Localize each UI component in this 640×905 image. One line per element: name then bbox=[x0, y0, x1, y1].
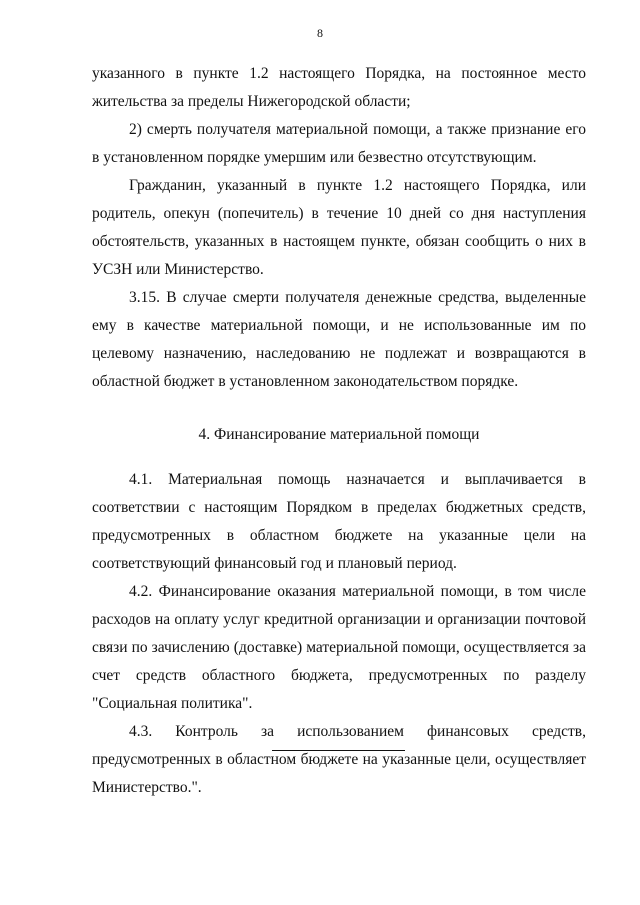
paragraph-residence-continuation: указанного в пункте 1.2 настоящего Порядка, на постоянное место жительства за пределы Нижегородской области; bbox=[92, 65, 586, 110]
document-body bbox=[92, 60, 586, 802]
paragraph-4-3: 4.3. Контроль за использованием финансовых средств, предусмотренных в областном бюджете на указанные цели, осуществляет Министерство.". bbox=[92, 723, 586, 796]
paragraph-death-of-recipient: 2) смерть получателя материальной помощи, а также признание его в установленном порядке умершим или безвестно отсутствующим. bbox=[92, 121, 586, 166]
paragraph-4-2: 4.2. Финансирование оказания материальной помощи, в том числе расходов на оплату услуг кредитной организации и организации почтовой связи по зачислению (доставке) материальной помощи, осуществляется за счет средств областного бюджета, предусмотренных по разделу "Социальная политика". bbox=[92, 583, 586, 712]
page-number: 8 bbox=[317, 26, 323, 40]
paragraph-4-1: 4.1. Материальная помощь назначается и выплачивается в соответствии с настоящим Порядком в пределах бюджетных средств, предусмотренных в областном бюджете на указанные цели на соответствующий финансовый год и плановый период. bbox=[92, 471, 586, 572]
section-heading-financing: 4. Финансирование материальной помощи bbox=[198, 426, 480, 443]
paragraph-3-15: 3.15. В случае смерти получателя денежные средства, выделенные ему в качестве материальной помощи, и не использованные им по целевому назначению, наследованию не подлежат и возвращаются в областной бюджет в установленном законодательством порядке. bbox=[92, 289, 586, 390]
closing-divider-line bbox=[272, 750, 405, 751]
paragraph-notification-duty: Гражданин, указанный в пункте 1.2 настоящего Порядка, или родитель, опекун (попечитель) в течение 10 дней со дня наступления обстоятельств, указанных в настоящем пункте, обязан сообщить о них в УСЗН или Министерство. bbox=[92, 177, 586, 278]
